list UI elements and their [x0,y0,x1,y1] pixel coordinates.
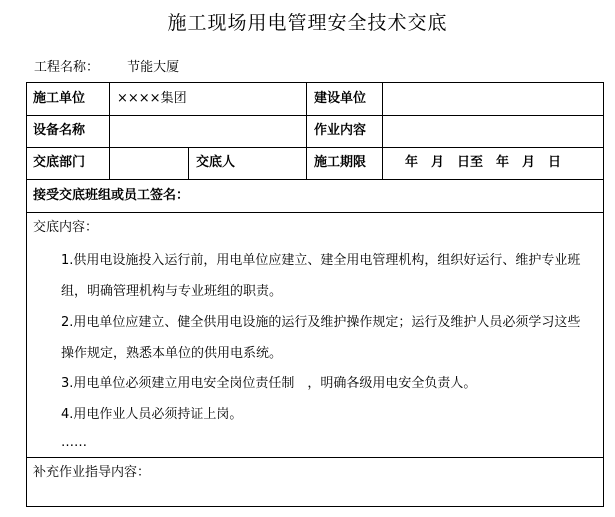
content-label: 交底内容： [33,220,99,235]
build-unit-label: 建设单位 [314,91,367,106]
project-value: 节能大厦 [127,60,180,75]
document-title: 施工现场用电管理安全技术交底 [167,12,448,34]
row-divider [27,212,603,213]
dept-label: 交底部门 [33,155,86,170]
period-label: 施工期限 [314,155,367,170]
supplement-label: 补充作业指导内容： [33,465,151,480]
content-item: 3.用电单位必须建立用电安全岗位责任制 ，明确各级用电安全负责人。 [61,376,477,391]
safety-briefing-table [26,82,604,507]
content-ellipsis: …… [61,435,87,450]
content-item: 4.用电作业人员必须持证上岗。 [61,407,243,422]
row-divider [27,147,603,148]
row-divider [27,179,603,180]
signature-label: 接受交底班组或员工签名： [33,188,190,203]
content-item: 2.用电单位应建立、健全供用电设施的运行及维护操作规定；运行及维护人员必须学习这些 [61,315,581,330]
col-divider [306,83,307,179]
col-divider [188,147,189,179]
content-item: 操作规定，熟悉本单位的供用电系统。 [61,346,283,361]
project-label: 工程名称： [34,60,100,75]
content-item: 1.供用电设施投入运行前，用电单位应建立、建全用电管理机构，组织好运行、维护专业班 [61,253,581,268]
row-divider [27,457,603,458]
row-divider [27,115,603,116]
construction-unit-label: 施工单位 [33,91,86,106]
construction-unit-value: ××××集团 [117,91,187,106]
content-item: 组，明确管理机构与专业班组的职责。 [61,284,283,299]
period-value: 年 月 日至 年 月 日 [405,155,562,170]
work-content-label: 作业内容 [314,123,367,138]
col-divider [382,83,383,179]
project-line [34,56,179,75]
equipment-label: 设备名称 [33,123,86,138]
person-label: 交底人 [196,155,236,170]
col-divider [109,83,110,179]
